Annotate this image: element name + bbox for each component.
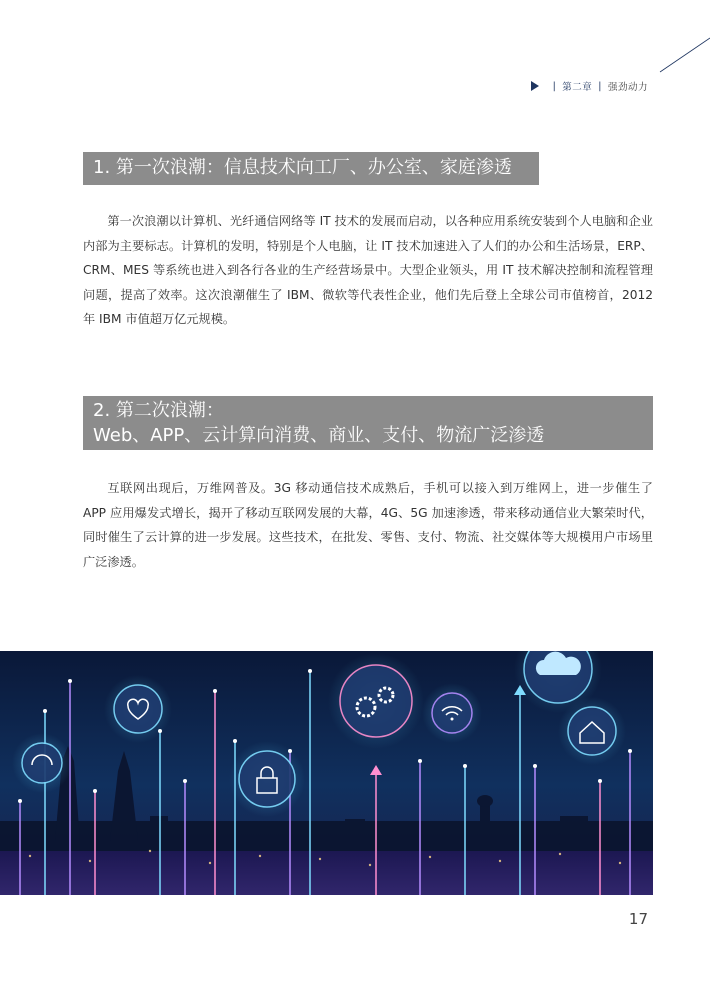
decorative-diagonal-line [0, 0, 710, 120]
section-2-title-line2: Web、APP、云计算向消费、商业、支付、物流广泛渗透 [93, 425, 545, 446]
running-header: | 第二章 | 强劲动力 [531, 79, 648, 93]
triangle-marker-icon [531, 81, 539, 91]
wifi-icon [422, 683, 482, 743]
home-icon [558, 697, 626, 765]
chapter-label: 第二章 [562, 82, 593, 93]
section-2-title [83, 396, 653, 450]
page-number: 17 [628, 910, 648, 928]
smart-city-illustration [0, 651, 653, 895]
heart-icon [104, 675, 172, 743]
section-2-title-line1: 2. 第二次浪潮： [93, 400, 224, 421]
section-2-body: 互联网出现后，万维网普及。3G 移动通信技术成熟后，手机可以接入到万维网上，进一步催生了 APP 应用爆发式增长，揭开了移动互联网发展的大幕，4G、5G 加速渗透，带来移动通信业大繁荣时代，同时催生了云计算的进一步发展。这些技术，在批发、零售、支付、物流、社交媒体等大规模用户市场里广泛渗透。 [83, 481, 653, 569]
gears-icon [328, 653, 424, 749]
section-1-body: 第一次浪潮以计算机、光纤通信网络等 IT 技术的发展而启动，以各种应用系统安装到个人电脑和企业内部为主要标志。计算机的发明，特别是个人电脑，让 IT 技术加速进入了人们的办公和生活场景，ERP、CRM、MES 等系统也进入到各行各业的生产经营场景中。大型企业领头，用 IT 技术解决控制和流程管理问题，提高了效率。这次浪潮催生了 IBM、微软等代表性企业，他们先后登上全球公司市值榜首，2012 年 IBM 市值超万亿元规模。 [83, 214, 653, 327]
lock-icon [229, 741, 305, 817]
section-1-title: 1. 第一次浪潮：信息技术向工厂、办公室、家庭渗透 [83, 152, 539, 185]
section-label: 强劲动力 [607, 82, 648, 93]
headset-icon [12, 733, 72, 793]
